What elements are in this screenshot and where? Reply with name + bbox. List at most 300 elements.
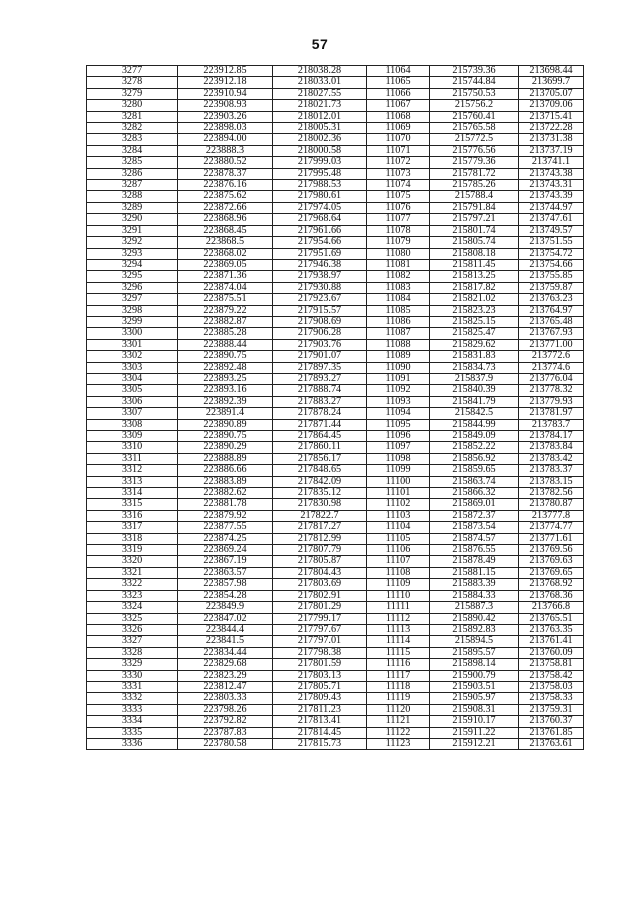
y-coordinate-2-cell: 213780.87 (519, 499, 584, 510)
y-coordinate-cell: 218038.28 (273, 66, 367, 77)
point-number-cell: 3296 (87, 282, 178, 293)
point-number-cell: 3305 (87, 385, 178, 396)
y-coordinate-cell: 217802.91 (273, 590, 367, 601)
y-coordinate-2-cell: 213758.33 (519, 693, 584, 704)
point-number-2-cell: 11107 (367, 556, 430, 567)
table-row (87, 180, 584, 191)
point-number-cell: 3307 (87, 408, 178, 419)
x-coordinate-2-cell: 215883.39 (430, 579, 519, 590)
x-coordinate-cell: 223890.75 (178, 351, 273, 362)
x-coordinate-cell: 223883.89 (178, 476, 273, 487)
x-coordinate-2-cell: 215890.42 (430, 613, 519, 624)
point-number-2-cell: 11071 (367, 145, 430, 156)
x-coordinate-cell: 223823.29 (178, 670, 273, 681)
table-row (87, 373, 584, 384)
y-coordinate-cell: 217803.13 (273, 670, 367, 681)
coordinates-table-body (87, 66, 584, 750)
table-row (87, 191, 584, 202)
table-row (87, 670, 584, 681)
point-number-2-cell: 11074 (367, 180, 430, 191)
point-number-2-cell: 11101 (367, 488, 430, 499)
point-number-2-cell: 11118 (367, 681, 430, 692)
y-coordinate-2-cell: 213778.32 (519, 385, 584, 396)
y-coordinate-2-cell: 213751.55 (519, 237, 584, 248)
y-coordinate-2-cell: 213771.00 (519, 339, 584, 350)
x-coordinate-cell: 223894.00 (178, 134, 273, 145)
point-number-cell: 3319 (87, 545, 178, 556)
table-row (87, 488, 584, 499)
y-coordinate-cell: 217906.28 (273, 328, 367, 339)
y-coordinate-2-cell: 213777.8 (519, 510, 584, 521)
point-number-2-cell: 11104 (367, 522, 430, 533)
y-coordinate-cell: 217999.03 (273, 157, 367, 168)
y-coordinate-cell: 218000.58 (273, 145, 367, 156)
point-number-2-cell: 11111 (367, 602, 430, 613)
table-row (87, 145, 584, 156)
y-coordinate-2-cell: 213769.65 (519, 567, 584, 578)
y-coordinate-cell: 217801.29 (273, 602, 367, 613)
x-coordinate-cell: 223885.28 (178, 328, 273, 339)
table-row (87, 681, 584, 692)
y-coordinate-2-cell: 213771.61 (519, 533, 584, 544)
point-number-2-cell: 11121 (367, 716, 430, 727)
y-coordinate-cell: 217817.27 (273, 522, 367, 533)
point-number-2-cell: 11108 (367, 567, 430, 578)
point-number-2-cell: 11086 (367, 316, 430, 327)
y-coordinate-2-cell: 213722.28 (519, 123, 584, 134)
y-coordinate-cell: 217893.27 (273, 373, 367, 384)
x-coordinate-2-cell: 215788.4 (430, 191, 519, 202)
y-coordinate-cell: 217968.64 (273, 214, 367, 225)
x-coordinate-2-cell: 215910.17 (430, 716, 519, 727)
x-coordinate-2-cell: 215785.26 (430, 180, 519, 191)
y-coordinate-2-cell: 213769.56 (519, 545, 584, 556)
page-number: 57 (311, 36, 329, 52)
y-coordinate-2-cell: 213776.04 (519, 373, 584, 384)
point-number-2-cell: 11100 (367, 476, 430, 487)
point-number-2-cell: 11095 (367, 419, 430, 430)
y-coordinate-cell: 217805.87 (273, 556, 367, 567)
y-coordinate-2-cell: 213758.81 (519, 659, 584, 670)
x-coordinate-2-cell: 215811.45 (430, 259, 519, 270)
y-coordinate-cell: 217871.44 (273, 419, 367, 430)
table-row (87, 693, 584, 704)
y-coordinate-2-cell: 213783.37 (519, 465, 584, 476)
table-row (87, 499, 584, 510)
x-coordinate-cell: 223893.16 (178, 385, 273, 396)
table-row (87, 168, 584, 179)
y-coordinate-2-cell: 213758.03 (519, 681, 584, 692)
x-coordinate-2-cell: 215823.23 (430, 305, 519, 316)
x-coordinate-2-cell: 215765.58 (430, 123, 519, 134)
table-row (87, 624, 584, 635)
table-row (87, 385, 584, 396)
x-coordinate-cell: 223798.26 (178, 704, 273, 715)
y-coordinate-cell: 218005.31 (273, 123, 367, 134)
x-coordinate-2-cell: 215859.65 (430, 465, 519, 476)
x-coordinate-cell: 223868.96 (178, 214, 273, 225)
x-coordinate-2-cell: 215813.25 (430, 271, 519, 282)
point-number-2-cell: 11099 (367, 465, 430, 476)
x-coordinate-2-cell: 215776.56 (430, 145, 519, 156)
point-number-cell: 3334 (87, 716, 178, 727)
table-row (87, 727, 584, 738)
table-row (87, 316, 584, 327)
table-row (87, 442, 584, 453)
y-coordinate-2-cell: 213782.56 (519, 488, 584, 499)
y-coordinate-2-cell: 213709.06 (519, 100, 584, 111)
table-row (87, 271, 584, 282)
y-coordinate-cell: 217813.41 (273, 716, 367, 727)
x-coordinate-cell: 223910.94 (178, 88, 273, 99)
y-coordinate-2-cell: 213758.42 (519, 670, 584, 681)
y-coordinate-2-cell: 213766.8 (519, 602, 584, 613)
x-coordinate-cell: 223880.52 (178, 157, 273, 168)
y-coordinate-2-cell: 213764.97 (519, 305, 584, 316)
table-row (87, 465, 584, 476)
x-coordinate-2-cell: 215750.53 (430, 88, 519, 99)
x-coordinate-cell: 223891.4 (178, 408, 273, 419)
point-number-2-cell: 11106 (367, 545, 430, 556)
point-number-2-cell: 11072 (367, 157, 430, 168)
y-coordinate-2-cell: 213772.6 (519, 351, 584, 362)
x-coordinate-2-cell: 215872.37 (430, 510, 519, 521)
y-coordinate-2-cell: 213731.38 (519, 134, 584, 145)
point-number-2-cell: 11078 (367, 225, 430, 236)
x-coordinate-cell: 223877.55 (178, 522, 273, 533)
x-coordinate-2-cell: 215866.32 (430, 488, 519, 499)
point-number-cell: 3291 (87, 225, 178, 236)
point-number-cell: 3320 (87, 556, 178, 567)
y-coordinate-cell: 217946.38 (273, 259, 367, 270)
point-number-cell: 3311 (87, 453, 178, 464)
x-coordinate-cell: 223890.29 (178, 442, 273, 453)
x-coordinate-2-cell: 215844.99 (430, 419, 519, 430)
point-number-2-cell: 11123 (367, 738, 430, 749)
table-row (87, 339, 584, 350)
x-coordinate-2-cell: 215779.36 (430, 157, 519, 168)
x-coordinate-2-cell: 215908.31 (430, 704, 519, 715)
point-number-cell: 3298 (87, 305, 178, 316)
x-coordinate-2-cell: 215791.84 (430, 202, 519, 213)
point-number-2-cell: 11113 (367, 624, 430, 635)
y-coordinate-2-cell: 213698.44 (519, 66, 584, 77)
x-coordinate-2-cell: 215905.97 (430, 693, 519, 704)
x-coordinate-cell: 223876.16 (178, 180, 273, 191)
point-number-cell: 3314 (87, 488, 178, 499)
x-coordinate-2-cell: 215837.9 (430, 373, 519, 384)
point-number-2-cell: 11087 (367, 328, 430, 339)
y-coordinate-cell: 217815.73 (273, 738, 367, 749)
x-coordinate-2-cell: 215912.21 (430, 738, 519, 749)
x-coordinate-2-cell: 215805.74 (430, 237, 519, 248)
y-coordinate-2-cell: 213763.61 (519, 738, 584, 749)
x-coordinate-cell: 223829.68 (178, 659, 273, 670)
point-number-2-cell: 11079 (367, 237, 430, 248)
y-coordinate-2-cell: 213784.17 (519, 431, 584, 442)
point-number-cell: 3310 (87, 442, 178, 453)
y-coordinate-cell: 217903.76 (273, 339, 367, 350)
point-number-cell: 3290 (87, 214, 178, 225)
x-coordinate-cell: 223912.18 (178, 77, 273, 88)
x-coordinate-cell: 223834.44 (178, 647, 273, 658)
point-number-cell: 3312 (87, 465, 178, 476)
table-row (87, 613, 584, 624)
point-number-cell: 3288 (87, 191, 178, 202)
y-coordinate-cell: 217822.7 (273, 510, 367, 521)
table-row (87, 510, 584, 521)
y-coordinate-cell: 217809.43 (273, 693, 367, 704)
x-coordinate-2-cell: 215894.5 (430, 636, 519, 647)
x-coordinate-2-cell: 215898.14 (430, 659, 519, 670)
table-row (87, 214, 584, 225)
x-coordinate-2-cell: 215911.22 (430, 727, 519, 738)
table-row (87, 476, 584, 487)
point-number-2-cell: 11093 (367, 396, 430, 407)
table-row (87, 111, 584, 122)
x-coordinate-2-cell: 215842.5 (430, 408, 519, 419)
y-coordinate-2-cell: 213747.61 (519, 214, 584, 225)
x-coordinate-cell: 223868.02 (178, 248, 273, 259)
point-number-cell: 3306 (87, 396, 178, 407)
x-coordinate-2-cell: 215831.83 (430, 351, 519, 362)
y-coordinate-cell: 217860.11 (273, 442, 367, 453)
y-coordinate-2-cell: 213743.38 (519, 168, 584, 179)
point-number-2-cell: 11094 (367, 408, 430, 419)
x-coordinate-cell: 223874.04 (178, 282, 273, 293)
x-coordinate-cell: 223875.62 (178, 191, 273, 202)
y-coordinate-cell: 217938.97 (273, 271, 367, 282)
x-coordinate-2-cell: 215863.74 (430, 476, 519, 487)
x-coordinate-cell: 223844.4 (178, 624, 273, 635)
y-coordinate-cell: 217805.71 (273, 681, 367, 692)
point-number-cell: 3303 (87, 362, 178, 373)
x-coordinate-2-cell: 215869.01 (430, 499, 519, 510)
point-number-cell: 3292 (87, 237, 178, 248)
point-number-2-cell: 11084 (367, 294, 430, 305)
y-coordinate-2-cell: 213754.66 (519, 259, 584, 270)
y-coordinate-cell: 217797.67 (273, 624, 367, 635)
x-coordinate-cell: 223803.33 (178, 693, 273, 704)
table-row (87, 579, 584, 590)
x-coordinate-cell: 223847.02 (178, 613, 273, 624)
y-coordinate-2-cell: 213781.97 (519, 408, 584, 419)
x-coordinate-2-cell: 215834.73 (430, 362, 519, 373)
y-coordinate-2-cell: 213783.42 (519, 453, 584, 464)
y-coordinate-cell: 217835.12 (273, 488, 367, 499)
y-coordinate-cell: 217812.99 (273, 533, 367, 544)
point-number-cell: 3316 (87, 510, 178, 521)
point-number-cell: 3279 (87, 88, 178, 99)
y-coordinate-cell: 217804.43 (273, 567, 367, 578)
y-coordinate-2-cell: 213783.84 (519, 442, 584, 453)
y-coordinate-cell: 217897.35 (273, 362, 367, 373)
point-number-2-cell: 11090 (367, 362, 430, 373)
table-row (87, 556, 584, 567)
point-number-cell: 3327 (87, 636, 178, 647)
y-coordinate-2-cell: 213743.39 (519, 191, 584, 202)
point-number-cell: 3287 (87, 180, 178, 191)
table-row (87, 453, 584, 464)
x-coordinate-2-cell: 215808.18 (430, 248, 519, 259)
y-coordinate-2-cell: 213763.35 (519, 624, 584, 635)
table-row (87, 396, 584, 407)
x-coordinate-2-cell: 215744.84 (430, 77, 519, 88)
y-coordinate-cell: 217848.65 (273, 465, 367, 476)
table-row (87, 77, 584, 88)
point-number-cell: 3331 (87, 681, 178, 692)
point-number-2-cell: 11096 (367, 431, 430, 442)
table-row (87, 259, 584, 270)
y-coordinate-cell: 218002.36 (273, 134, 367, 145)
y-coordinate-cell: 217923.67 (273, 294, 367, 305)
x-coordinate-cell: 223890.75 (178, 431, 273, 442)
x-coordinate-2-cell: 215797.21 (430, 214, 519, 225)
y-coordinate-2-cell: 213763.23 (519, 294, 584, 305)
y-coordinate-cell: 217908.69 (273, 316, 367, 327)
point-number-cell: 3277 (87, 66, 178, 77)
point-number-cell: 3329 (87, 659, 178, 670)
point-number-cell: 3302 (87, 351, 178, 362)
x-coordinate-cell: 223888.44 (178, 339, 273, 350)
point-number-cell: 3304 (87, 373, 178, 384)
point-number-cell: 3335 (87, 727, 178, 738)
x-coordinate-2-cell: 215856.92 (430, 453, 519, 464)
x-coordinate-2-cell: 215772.5 (430, 134, 519, 145)
point-number-cell: 3318 (87, 533, 178, 544)
point-number-cell: 3317 (87, 522, 178, 533)
table-row (87, 362, 584, 373)
point-number-cell: 3281 (87, 111, 178, 122)
coordinates-table (86, 65, 584, 750)
x-coordinate-cell: 223892.48 (178, 362, 273, 373)
point-number-2-cell: 11103 (367, 510, 430, 521)
y-coordinate-2-cell: 213783.7 (519, 419, 584, 430)
point-number-cell: 3295 (87, 271, 178, 282)
point-number-cell: 3283 (87, 134, 178, 145)
point-number-cell: 3308 (87, 419, 178, 430)
point-number-2-cell: 11102 (367, 499, 430, 510)
table-row (87, 225, 584, 236)
x-coordinate-2-cell: 215887.3 (430, 602, 519, 613)
y-coordinate-cell: 217988.53 (273, 180, 367, 191)
point-number-2-cell: 11085 (367, 305, 430, 316)
table-row (87, 202, 584, 213)
x-coordinate-2-cell: 215781.72 (430, 168, 519, 179)
x-coordinate-2-cell: 215878.49 (430, 556, 519, 567)
table-row (87, 533, 584, 544)
point-number-cell: 3323 (87, 590, 178, 601)
point-number-2-cell: 11114 (367, 636, 430, 647)
x-coordinate-cell: 223874.25 (178, 533, 273, 544)
y-coordinate-cell: 217798.38 (273, 647, 367, 658)
x-coordinate-cell: 223882.87 (178, 316, 273, 327)
point-number-2-cell: 11083 (367, 282, 430, 293)
y-coordinate-cell: 217901.07 (273, 351, 367, 362)
x-coordinate-2-cell: 215903.51 (430, 681, 519, 692)
point-number-cell: 3278 (87, 77, 178, 88)
table-row (87, 419, 584, 430)
x-coordinate-2-cell: 215829.62 (430, 339, 519, 350)
point-number-cell: 3336 (87, 738, 178, 749)
table-row (87, 636, 584, 647)
y-coordinate-2-cell: 213754.72 (519, 248, 584, 259)
point-number-cell: 3322 (87, 579, 178, 590)
y-coordinate-2-cell: 213699.7 (519, 77, 584, 88)
x-coordinate-2-cell: 215876.55 (430, 545, 519, 556)
point-number-2-cell: 11115 (367, 647, 430, 658)
x-coordinate-cell: 223869.05 (178, 259, 273, 270)
point-number-2-cell: 11098 (367, 453, 430, 464)
point-number-2-cell: 11109 (367, 579, 430, 590)
x-coordinate-2-cell: 215852.22 (430, 442, 519, 453)
x-coordinate-cell: 223849.9 (178, 602, 273, 613)
y-coordinate-cell: 218021.73 (273, 100, 367, 111)
x-coordinate-cell: 223872.66 (178, 202, 273, 213)
point-number-cell: 3333 (87, 704, 178, 715)
point-number-2-cell: 11076 (367, 202, 430, 213)
point-number-2-cell: 11105 (367, 533, 430, 544)
point-number-cell: 3284 (87, 145, 178, 156)
table-row (87, 716, 584, 727)
y-coordinate-2-cell: 213761.41 (519, 636, 584, 647)
x-coordinate-cell: 223780.58 (178, 738, 273, 749)
y-coordinate-2-cell: 213765.51 (519, 613, 584, 624)
y-coordinate-cell: 217951.69 (273, 248, 367, 259)
y-coordinate-cell: 217856.17 (273, 453, 367, 464)
x-coordinate-2-cell: 215821.02 (430, 294, 519, 305)
table-row (87, 647, 584, 658)
point-number-2-cell: 11065 (367, 77, 430, 88)
x-coordinate-cell: 223893.25 (178, 373, 273, 384)
x-coordinate-cell: 223787.83 (178, 727, 273, 738)
y-coordinate-cell: 217842.09 (273, 476, 367, 487)
table-row (87, 66, 584, 77)
point-number-cell: 3313 (87, 476, 178, 487)
x-coordinate-cell: 223812.47 (178, 681, 273, 692)
point-number-cell: 3299 (87, 316, 178, 327)
point-number-2-cell: 11068 (367, 111, 430, 122)
y-coordinate-2-cell: 213737.19 (519, 145, 584, 156)
point-number-2-cell: 11081 (367, 259, 430, 270)
x-coordinate-cell: 223903.26 (178, 111, 273, 122)
y-coordinate-2-cell: 213783.15 (519, 476, 584, 487)
point-number-cell: 3301 (87, 339, 178, 350)
point-number-2-cell: 11116 (367, 659, 430, 670)
y-coordinate-2-cell: 213768.36 (519, 590, 584, 601)
point-number-cell: 3328 (87, 647, 178, 658)
y-coordinate-2-cell: 213705.07 (519, 88, 584, 99)
x-coordinate-cell: 223878.37 (178, 168, 273, 179)
point-number-cell: 3309 (87, 431, 178, 442)
y-coordinate-2-cell: 213774.6 (519, 362, 584, 373)
point-number-cell: 3293 (87, 248, 178, 259)
table-row (87, 294, 584, 305)
point-number-cell: 3325 (87, 613, 178, 624)
x-coordinate-cell: 223886.66 (178, 465, 273, 476)
y-coordinate-2-cell: 213715.41 (519, 111, 584, 122)
y-coordinate-2-cell: 213760.37 (519, 716, 584, 727)
y-coordinate-2-cell: 213767.93 (519, 328, 584, 339)
x-coordinate-cell: 223908.93 (178, 100, 273, 111)
x-coordinate-cell: 223871.36 (178, 271, 273, 282)
point-number-2-cell: 11064 (367, 66, 430, 77)
x-coordinate-cell: 223898.03 (178, 123, 273, 134)
point-number-2-cell: 11080 (367, 248, 430, 259)
point-number-2-cell: 11073 (367, 168, 430, 179)
table-row (87, 134, 584, 145)
x-coordinate-2-cell: 215873.54 (430, 522, 519, 533)
